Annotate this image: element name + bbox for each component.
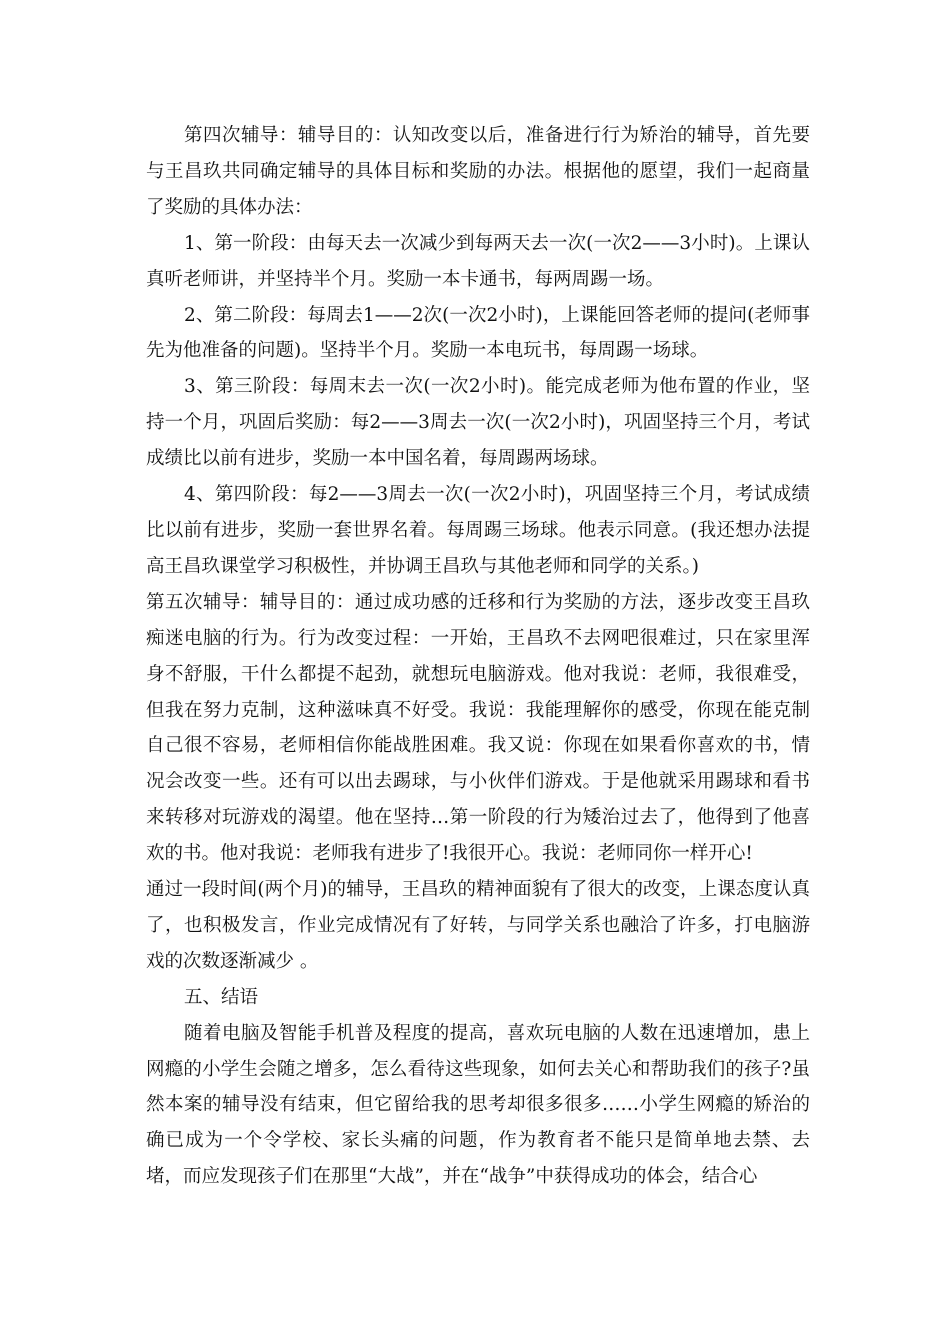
paragraph-stage-one: 1、第一阶段：由每天去一次减少到每两天去一次(一次2——3小时)。上课认真听老师讲，并坚持半个月。奖励一本卡通书，每两周踢一场。 (146, 232, 810, 290)
paragraph-fourth-session: 第四次辅导：辅导目的：认知改变以后，准备进行行为矫治的辅导，首先要与王昌玖共同确定辅导的具体目标和奖励的办法。根据他的愿望，我们一起商量了奖励的具体办法： (146, 125, 810, 218)
section-heading-conclusion: 五、结语 (184, 986, 259, 1008)
document-body (146, 118, 810, 1195)
paragraph-stage-three: 3、第三阶段：每周末去一次(一次2小时)。能完成老师为他布置的作业，坚持一个月，巩固后奖励：每2——3周去一次(一次2小时)，巩固坚持三个月，考试成绩比以前有进步，奖励一本中国名着，每周踢两场球。 (146, 376, 810, 470)
paragraph-stage-two: 2、第二阶段：每周去1——2次(一次2小时)，上课能回答老师的提问(老师事先为他准备的问题)。坚持半个月。奖励一本电玩书，每周踢一场球。 (146, 304, 810, 362)
paragraph-conclusion: 随着电脑及智能手机普及程度的提高，喜欢玩电脑的人数在迅速增加，患上网瘾的小学生会随之增多，怎么看待这些现象，如何去关心和帮助我们的孩子?虽然本案的辅导没有结束，但它留给我的思考却很多很多……小学生网瘾的矫治的确已成为一个令学校、家长头痛的问题，作为教育者不能只是简单地去禁、去堵，而应发现孩子们在那里“大战”，并在“战争”中获得成功的体会，结合心 (146, 1022, 810, 1188)
paragraph-stage-four: 4、第四阶段：每2——3周去一次(一次2小时)，巩固坚持三个月，考试成绩比以前有进步，奖励一套世界名着。每周踢三场球。他表示同意。(我还想办法提高王昌玖课堂学习积极性，并协调王昌玖与其他老师和同学的关系。) (146, 484, 810, 577)
paragraph-fifth-session: 第五次辅导：辅导目的：通过成功感的迁移和行为奖励的方法，逐步改变王昌玖痴迷电脑的行为。行为改变过程：一开始，王昌玖不去网吧很难过，只在家里浑身不舒服，干什么都提不起劲，就想玩电脑游戏。他对我说：老师，我很难受，但我在努力克制，这种滋味真不好受。我说：我能理解你的感受，你现在能克制自己很不容易，老师相信你能战胜困难。我又说：你现在如果看你喜欢的书，情况会改变一些。还有可以出去踢球，与小伙伴们游戏。于是他就采用踢球和看书来转移对玩游戏的渴望。他在坚持…第一阶段的行为矮治过去了，他得到了他喜欢的书。他对我说：老师我有进步了!我很开心。我说：老师同你一样开心! (146, 591, 810, 865)
paragraph-outcome: 通过一段时间(两个月)的辅导，王昌玖的精神面貌有了很大的改变，上课态度认真了，也积极发言，作业完成情况有了好转，与同学关系也融洽了许多，打电脑游戏的次数逐渐减少 。 (146, 879, 810, 972)
